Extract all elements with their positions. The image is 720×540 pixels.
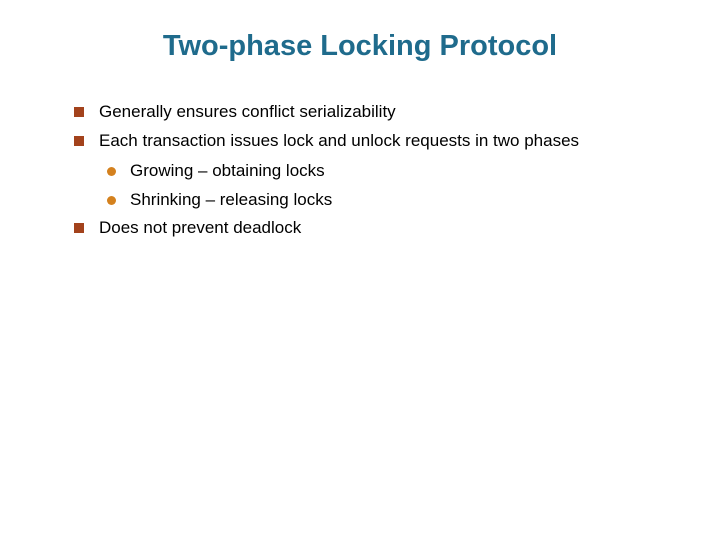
square-bullet-icon [74,136,84,146]
bullet-text: Growing – obtaining locks [130,161,325,180]
bullet-text: Generally ensures conflict serializability [99,102,396,121]
square-bullet-icon [74,223,84,233]
bullet-item [74,217,301,239]
round-bullet-icon [107,196,116,205]
bullet-text: Each transaction issues lock and unlock requests in two phases [99,131,580,150]
bullet-text: Shrinking – releasing locks [130,190,333,209]
slide-title: Two-phase Locking Protocol [162,30,558,62]
square-bullet-icon [74,107,84,117]
bullet-text: Does not prevent deadlock [99,218,302,237]
bullet-item [74,130,579,152]
sub-bullet-item [107,189,332,211]
sub-bullet-item [107,160,325,182]
round-bullet-icon [107,167,116,176]
bullet-item [74,101,396,123]
